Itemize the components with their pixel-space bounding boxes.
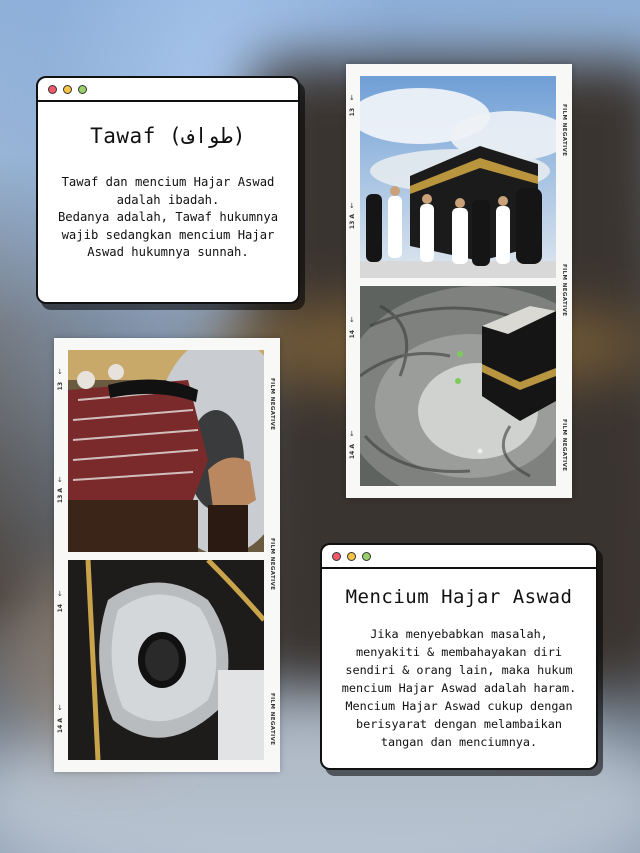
close-dot-icon [332, 552, 341, 561]
film-number: 13 [57, 382, 64, 391]
film-number: 14 [57, 604, 64, 613]
film-label-text: FILM NEGATIVE [269, 693, 275, 746]
film-strip-left [54, 338, 280, 772]
film-label-text: FILM NEGATIVE [561, 264, 567, 317]
tawaf-info-card [36, 76, 300, 304]
film-arrow-icon: ↓ [57, 704, 63, 712]
film-label-text: FILM NEGATIVE [561, 104, 567, 157]
close-dot-icon [48, 85, 57, 94]
hajar-aswad-illustration [68, 560, 264, 760]
photo-man-touching-kaaba [68, 350, 264, 552]
film-arrow-icon: ↓ [57, 368, 63, 376]
film-arrow-icon: ↓ [349, 94, 355, 102]
film-arrow-icon: ↓ [349, 202, 355, 210]
minimize-dot-icon [347, 552, 356, 561]
film-number: 13 [349, 108, 356, 117]
window-titlebar [38, 78, 298, 102]
minimize-dot-icon [63, 85, 72, 94]
film-arrow-icon: ↓ [349, 316, 355, 324]
window-titlebar [322, 545, 596, 569]
film-number: 14 [349, 330, 356, 339]
maximize-dot-icon [78, 85, 87, 94]
card-title: Mencium Hajar Aswad [345, 586, 573, 608]
card-title: Tawaf (طواف) [90, 124, 246, 148]
film-label-text: FILM NEGATIVE [269, 538, 275, 591]
film-number: 14 A [349, 444, 356, 460]
film-number: 14 A [57, 718, 64, 734]
kaaba-pilgrims-illustration [360, 76, 556, 278]
film-label-text: FILM NEGATIVE [269, 378, 275, 431]
card-body: Tawaf dan mencium Hajar Aswad adalah ibadah. Bedanya adalah, Tawaf hukumnya wajib sedangkan mencium Hajar Aswad hukumnya sunnah. [57, 175, 279, 259]
hajar-aswad-info-card [320, 543, 598, 770]
film-number: 13 A [57, 488, 64, 504]
film-label-text: FILM NEGATIVE [561, 419, 567, 472]
film-number: 13 A [349, 214, 356, 230]
film-arrow-icon: ↓ [57, 590, 63, 598]
man-touching-illustration [68, 350, 264, 552]
card-body: Jika menyebabkan masalah, menyakiti & membahayakan diri sendiri & orang lain, maka hukum mencium Hajar Aswad adalah haram. Mencium Hajar Aswad cukup dengan berisyarat dengan melambaikan tangan dan menciumnya. [341, 627, 577, 749]
kaaba-aerial-illustration [360, 286, 556, 486]
photo-hajar-aswad [68, 560, 264, 760]
maximize-dot-icon [362, 552, 371, 561]
film-strip-right [346, 64, 572, 498]
photo-kaaba-pilgrims [360, 76, 556, 278]
film-arrow-icon: ↓ [57, 476, 63, 484]
film-arrow-icon: ↓ [349, 430, 355, 438]
photo-kaaba-aerial [360, 286, 556, 486]
